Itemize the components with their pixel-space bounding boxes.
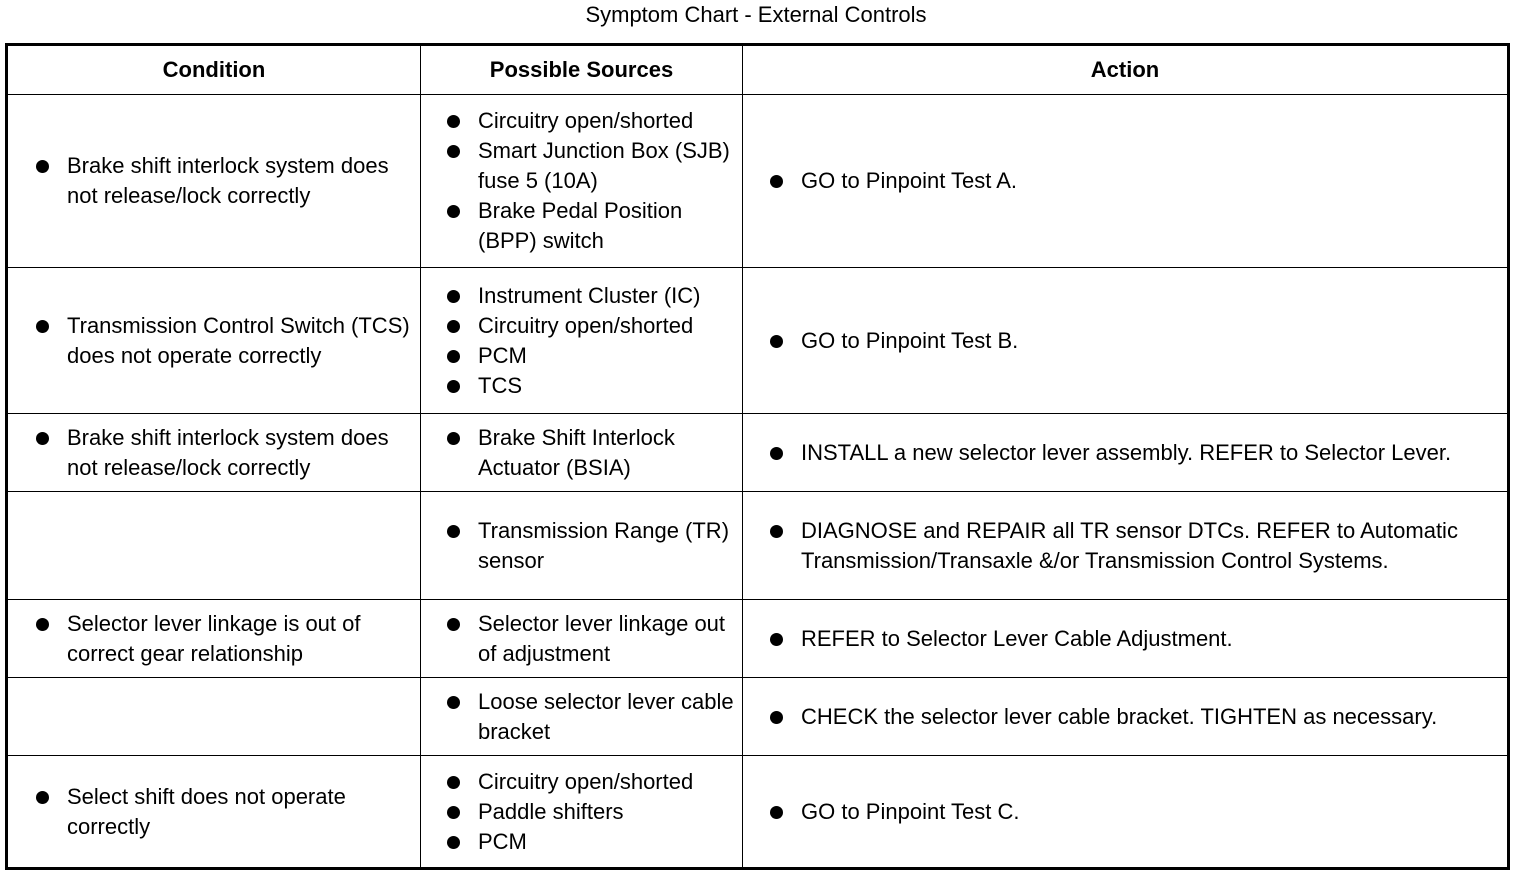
chart-title: Symptom Chart - External Controls bbox=[585, 2, 927, 27]
header-action: Action bbox=[743, 45, 1509, 95]
list-item: Circuitry open/shorted bbox=[445, 106, 736, 136]
sources-list bbox=[445, 516, 736, 576]
condition-cell bbox=[7, 414, 421, 492]
sources-cell bbox=[421, 600, 743, 678]
table-row bbox=[7, 95, 1509, 268]
sources-cell bbox=[421, 756, 743, 869]
table-row bbox=[7, 600, 1509, 678]
table-row bbox=[7, 678, 1509, 756]
action-cell bbox=[743, 678, 1509, 756]
list-item: GO to Pinpoint Test B. bbox=[768, 326, 1497, 356]
list-item: Instrument Cluster (IC) bbox=[445, 281, 736, 311]
table-row bbox=[7, 414, 1509, 492]
list-item: Smart Junction Box (SJB) fuse 5 (10A) bbox=[445, 136, 736, 196]
list-item: Brake Shift Interlock Actuator (BSIA) bbox=[445, 423, 736, 483]
sources-cell bbox=[421, 678, 743, 756]
list-item: Circuitry open/shorted bbox=[445, 311, 736, 341]
list-item: Circuitry open/shorted bbox=[445, 767, 736, 797]
condition-cell bbox=[7, 268, 421, 414]
list-item: PCM bbox=[445, 827, 736, 857]
table-row bbox=[7, 268, 1509, 414]
action-cell bbox=[743, 414, 1509, 492]
list-item: DIAGNOSE and REPAIR all TR sensor DTCs. REFER to Automatic Transmission/Transaxle &/or Transmission Control Systems. bbox=[768, 516, 1497, 576]
sources-cell bbox=[421, 268, 743, 414]
sources-cell bbox=[421, 414, 743, 492]
sources-list bbox=[445, 609, 736, 669]
action-list bbox=[768, 166, 1497, 196]
list-item: PCM bbox=[445, 341, 736, 371]
list-item: Selector lever linkage out of adjustment bbox=[445, 609, 736, 669]
action-cell bbox=[743, 600, 1509, 678]
condition-list bbox=[34, 311, 410, 371]
condition-cell bbox=[7, 678, 421, 756]
symptom-chart-table bbox=[5, 43, 1510, 870]
list-item: REFER to Selector Lever Cable Adjustment. bbox=[768, 624, 1497, 654]
list-item: Transmission Range (TR) sensor bbox=[445, 516, 736, 576]
list-item: Loose selector lever cable bracket bbox=[445, 687, 736, 747]
action-list bbox=[768, 624, 1497, 654]
list-item: Brake shift interlock system does not release/lock correctly bbox=[34, 423, 410, 483]
sources-list bbox=[445, 281, 736, 401]
action-cell bbox=[743, 268, 1509, 414]
list-item: Selector lever linkage is out of correct gear relationship bbox=[34, 609, 410, 669]
sources-list bbox=[445, 106, 736, 256]
condition-list bbox=[34, 782, 410, 842]
list-item: Brake shift interlock system does not release/lock correctly bbox=[34, 151, 410, 211]
action-list bbox=[768, 702, 1497, 732]
action-list bbox=[768, 438, 1497, 468]
action-cell bbox=[743, 95, 1509, 268]
condition-cell bbox=[7, 95, 421, 268]
action-list bbox=[768, 516, 1497, 576]
list-item: INSTALL a new selector lever assembly. REFER to Selector Lever. bbox=[768, 438, 1497, 468]
condition-list bbox=[34, 609, 410, 669]
list-item: GO to Pinpoint Test A. bbox=[768, 166, 1497, 196]
header-condition: Condition bbox=[7, 45, 421, 95]
sources-list bbox=[445, 423, 736, 483]
list-item: Paddle shifters bbox=[445, 797, 736, 827]
sources-list bbox=[445, 687, 736, 747]
sources-cell bbox=[421, 492, 743, 600]
list-item: Brake Pedal Position (BPP) switch bbox=[445, 196, 736, 256]
sources-list bbox=[445, 767, 736, 857]
condition-cell bbox=[7, 756, 421, 869]
list-item: CHECK the selector lever cable bracket. TIGHTEN as necessary. bbox=[768, 702, 1497, 732]
condition-list bbox=[34, 151, 410, 211]
action-cell bbox=[743, 492, 1509, 600]
sources-cell bbox=[421, 95, 743, 268]
condition-list bbox=[34, 423, 410, 483]
action-list bbox=[768, 797, 1497, 827]
condition-cell bbox=[7, 600, 421, 678]
list-item: TCS bbox=[445, 371, 736, 401]
header-possible-sources: Possible Sources bbox=[421, 45, 743, 95]
list-item: GO to Pinpoint Test C. bbox=[768, 797, 1497, 827]
list-item: Transmission Control Switch (TCS) does not operate correctly bbox=[34, 311, 410, 371]
table-row bbox=[7, 492, 1509, 600]
condition-cell bbox=[7, 492, 421, 600]
action-list bbox=[768, 326, 1497, 356]
table-row bbox=[7, 756, 1509, 869]
list-item: Select shift does not operate correctly bbox=[34, 782, 410, 842]
header-row bbox=[7, 45, 1509, 95]
action-cell bbox=[743, 756, 1509, 869]
